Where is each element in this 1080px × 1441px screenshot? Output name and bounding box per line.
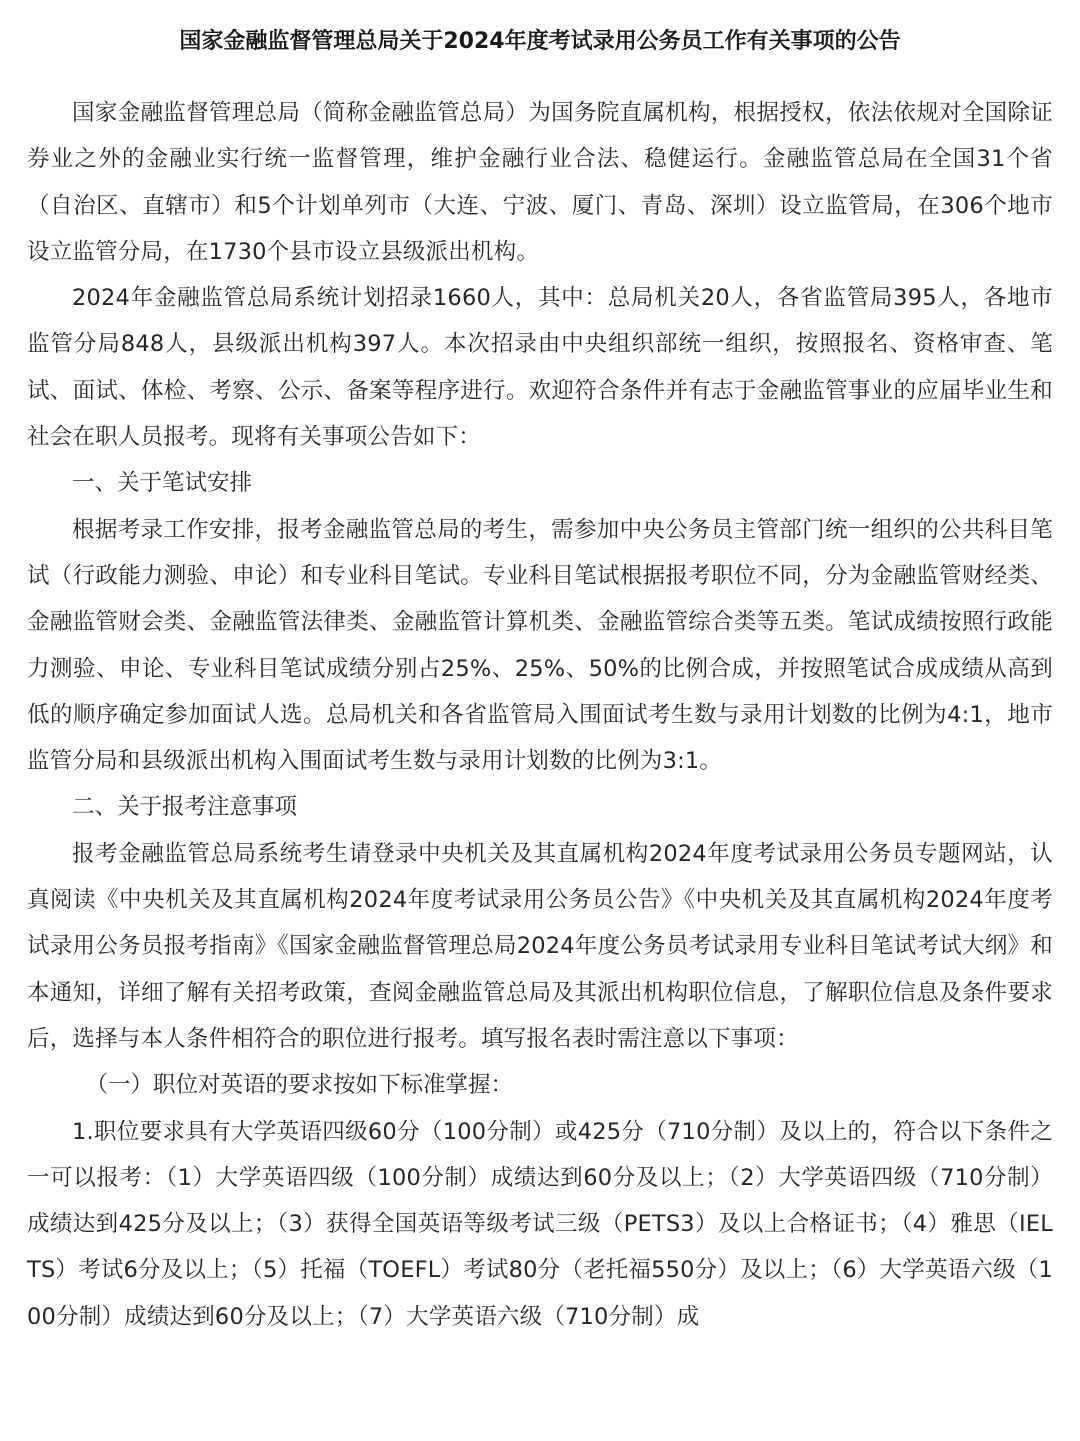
written-exam-paragraph: 根据考录工作安排，报考金融监管总局的考生，需参加中央公务员主管部门统一组织的公共科目笔试（行政能力测验、申论）和专业科目笔试。专业科目笔试根据报考职位不同，分为金融监管财经类、金融监管财会类、金融监管法律类、金融监管计算机类、金融监管综合类等五类。笔试成绩按照行政能力测验、申论、专业科目笔试成绩分别占25%、25%、50%的比例合成，并按照笔试合成成绩从高到低的顺序确定参加面试人选。总局机关和各省监管局入围面试考生数与录用计划数的比例为4:1，地市监管分局和县级派出机构入围面试考生数与录用计划数的比例为3:1。 (27, 516, 1053, 775)
intro-paragraph: 国家金融监督管理总局（简称金融监管总局）为国务院直属机构，根据授权，依法依规对全国除证券业之外的金融业实行统一监督管理，维护金融行业合法、稳健运行。金融监管总局在全国31个省（自治区、直辖市）和5个计划单列市（大连、宁波、厦门、青岛、深圳）设立监管局，在306个地市设立监管分局，在1730个县市设立县级派出机构。 (27, 100, 1053, 265)
english-requirement-item-1: 1.职位要求具有大学英语四级60分（100分制）或425分（710分制）及以上的，符合以下条件之一可以报考：（1）大学英语四级（100分制）成绩达到60分及以上；（2）大学英语四级（710分制）成绩达到425分及以上；（3）获得全国英语等级考试三级（PETS3）及以上合格证书；（4）雅思（IELTS）考试6分及以上；（5）托福（TOEFL）考试80分（老托福550分）及以上；（6）大学英语六级（100分制）成绩达到60分及以上；（7）大学英语六级（710分制）成 (27, 1118, 1053, 1330)
document-title: 国家金融监督管理总局关于2024年度考试录用公务员工作有关事项的公告 (179, 29, 901, 54)
section-heading-application-notes: 二、关于报考注意事项 (72, 794, 298, 821)
application-notes-paragraph: 报考金融监管总局系统考生请登录中央机关及其直属机构2024年度考试录用公务员专题网站，认真阅读《中央机关及其直属机构2024年度考试录用公务员公告》《中央机关及其直属机构2024年度考试录用公务员报考指南》《国家金融监督管理总局2024年度公务员考试录用专业科目笔试考试大纲》和本通知，详细了解有关招考政策，查阅金融监管总局及其派出机构职位信息，了解职位信息及条件要求后，选择与本人条件相符合的职位进行报考。填写报名表时需注意以下事项： (27, 840, 1053, 1052)
subsection-heading-english-requirements: （一）职位对英语的要求按如下标准掌握： (85, 1072, 514, 1099)
section-heading-written-exam: 一、关于笔试安排 (72, 470, 253, 497)
recruitment-paragraph: 2024年金融监管总局系统计划招录1660人，其中：总局机关20人，各省监管局395人，各地市监管分局848人，县级派出机构397人。本次招录由中央组织部统一组织，按照报名、资格审查、笔试、面试、体检、考察、公示、备案等程序进行。欢迎符合条件并有志于金融监管事业的应届毕业生和社会在职人员报考。现将有关事项公告如下： (27, 285, 1053, 451)
